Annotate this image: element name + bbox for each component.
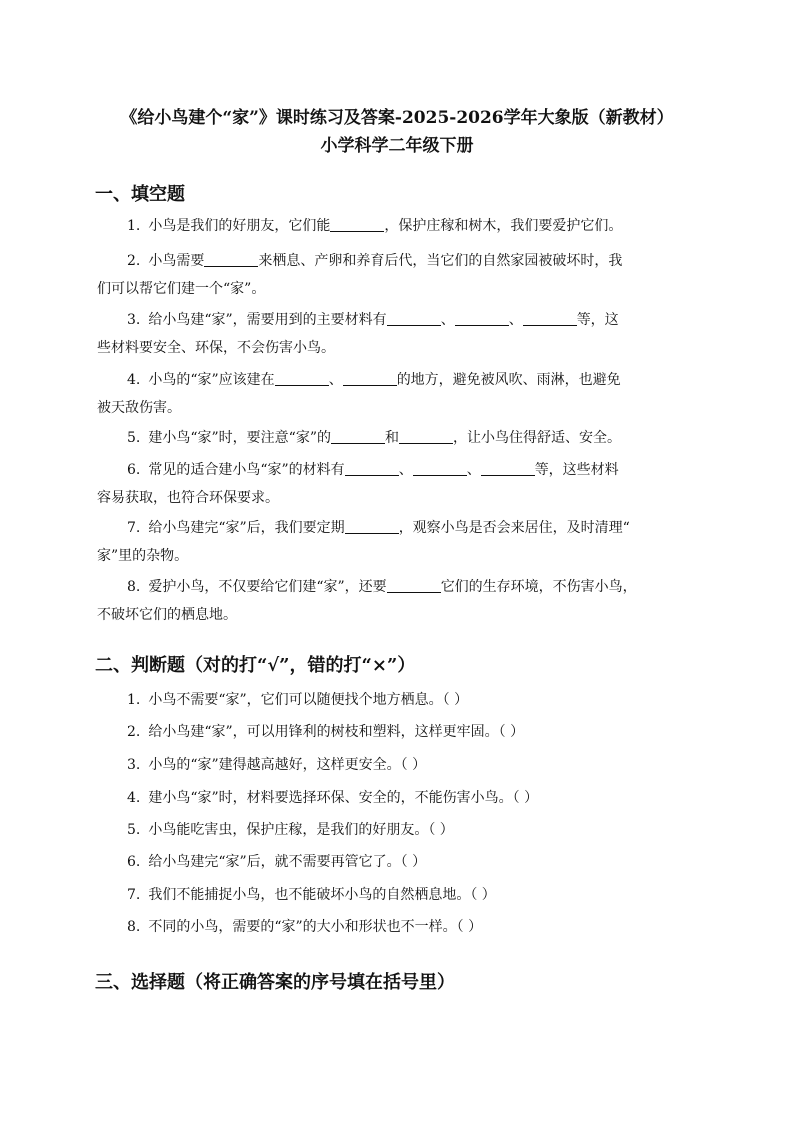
fill-question-5: 5. 建小鸟“家”时，要注意“家”的 和 ，让小鸟住得舒适、安全。 <box>97 424 697 452</box>
judge-question-2: 2. 给小鸟建“家”，可以用锋利的树枝和塑料，这样更牢固。（ ） <box>127 724 525 740</box>
answer-blank[interactable] <box>387 576 441 593</box>
fill-question-6: 6. 常见的适合建小鸟“家”的材料有 、 、 等，这些材料 容易获取，也符合环保要求。 <box>97 456 697 512</box>
judge-question-8: 8. 不同的小鸟，需要的“家”的大小和形状也不一样。（ ） <box>127 919 483 935</box>
fill-question-4: 4. 小鸟的“家”应该建在 、 的地方，避免被风吹、雨淋，也避免 被天敌伤害。 <box>97 366 697 422</box>
judge-question-3: 3. 小鸟的“家”建得越高越好，这样更安全。（ ） <box>127 757 427 773</box>
judge-question-6: 6. 给小鸟建完“家”后，就不需要再管它了。（ ） <box>127 854 427 870</box>
fill-question-8: 8. 爱护小鸟，不仅要给它们建“家”，还要 它们的生存环境，不伤害小鸟， 不破坏它们的栖息地。 <box>97 573 697 629</box>
title-line-1: 《给小鸟建个“家”》课时练习及答案-2025-2026学年大象版（新教材） <box>120 108 674 128</box>
answer-blank[interactable] <box>343 369 397 386</box>
answer-blank[interactable] <box>330 215 384 232</box>
fill-question-7: 7. 给小鸟建完“家”后，我们要定期 ，观察小鸟是否会来居住，及时清理“ 家”里的杂物。 <box>97 514 697 570</box>
answer-blank[interactable] <box>204 250 258 267</box>
answer-blank[interactable] <box>481 459 535 476</box>
answer-blank[interactable] <box>523 309 577 326</box>
judge-question-1: 1. 小鸟不需要“家”，它们可以随便找个地方栖息。（ ） <box>127 692 469 708</box>
answer-blank[interactable] <box>413 459 467 476</box>
fill-question-1: 1. 小鸟是我们的好朋友，它们能 ，保护庄稼和树木，我们要爱护它们。 <box>97 212 697 240</box>
answer-blank[interactable] <box>345 517 399 534</box>
judge-question-7: 7. 我们不能捕捉小鸟，也不能破坏小鸟的自然栖息地。（ ） <box>127 887 496 903</box>
answer-blank[interactable] <box>455 309 509 326</box>
answer-blank[interactable] <box>275 369 329 386</box>
section-heading-multiple-choice: 三、选择题（将正确答案的序号填在括号里） <box>95 972 455 993</box>
judge-question-4: 4. 建小鸟“家”时，材料要选择环保、安全的，不能伤害小鸟。（ ） <box>127 790 539 806</box>
answer-blank[interactable] <box>399 427 453 444</box>
title-line-2: 小学科学二年级下册 <box>320 136 474 156</box>
judge-question-5: 5. 小鸟能吃害虫，保护庄稼，是我们的好朋友。（ ） <box>127 822 454 838</box>
document-title <box>60 104 734 160</box>
section-heading-true-false: 二、判断题（对的打“√”，错的打“×”） <box>95 655 416 676</box>
fill-question-3: 3. 给小鸟建“家”，需要用到的主要材料有 、 、 等，这 些材料要安全、环保，不会伤害小鸟。 <box>97 306 697 362</box>
fill-question-2: 2. 小鸟需要 来栖息、产卵和养育后代，当它们的自然家园被破坏时，我 们可以帮它们建一个“家”。 <box>97 247 697 303</box>
section-heading-fill-in: 一、填空题 <box>95 184 185 205</box>
answer-blank[interactable] <box>331 427 385 444</box>
answer-blank[interactable] <box>345 459 399 476</box>
answer-blank[interactable] <box>387 309 441 326</box>
